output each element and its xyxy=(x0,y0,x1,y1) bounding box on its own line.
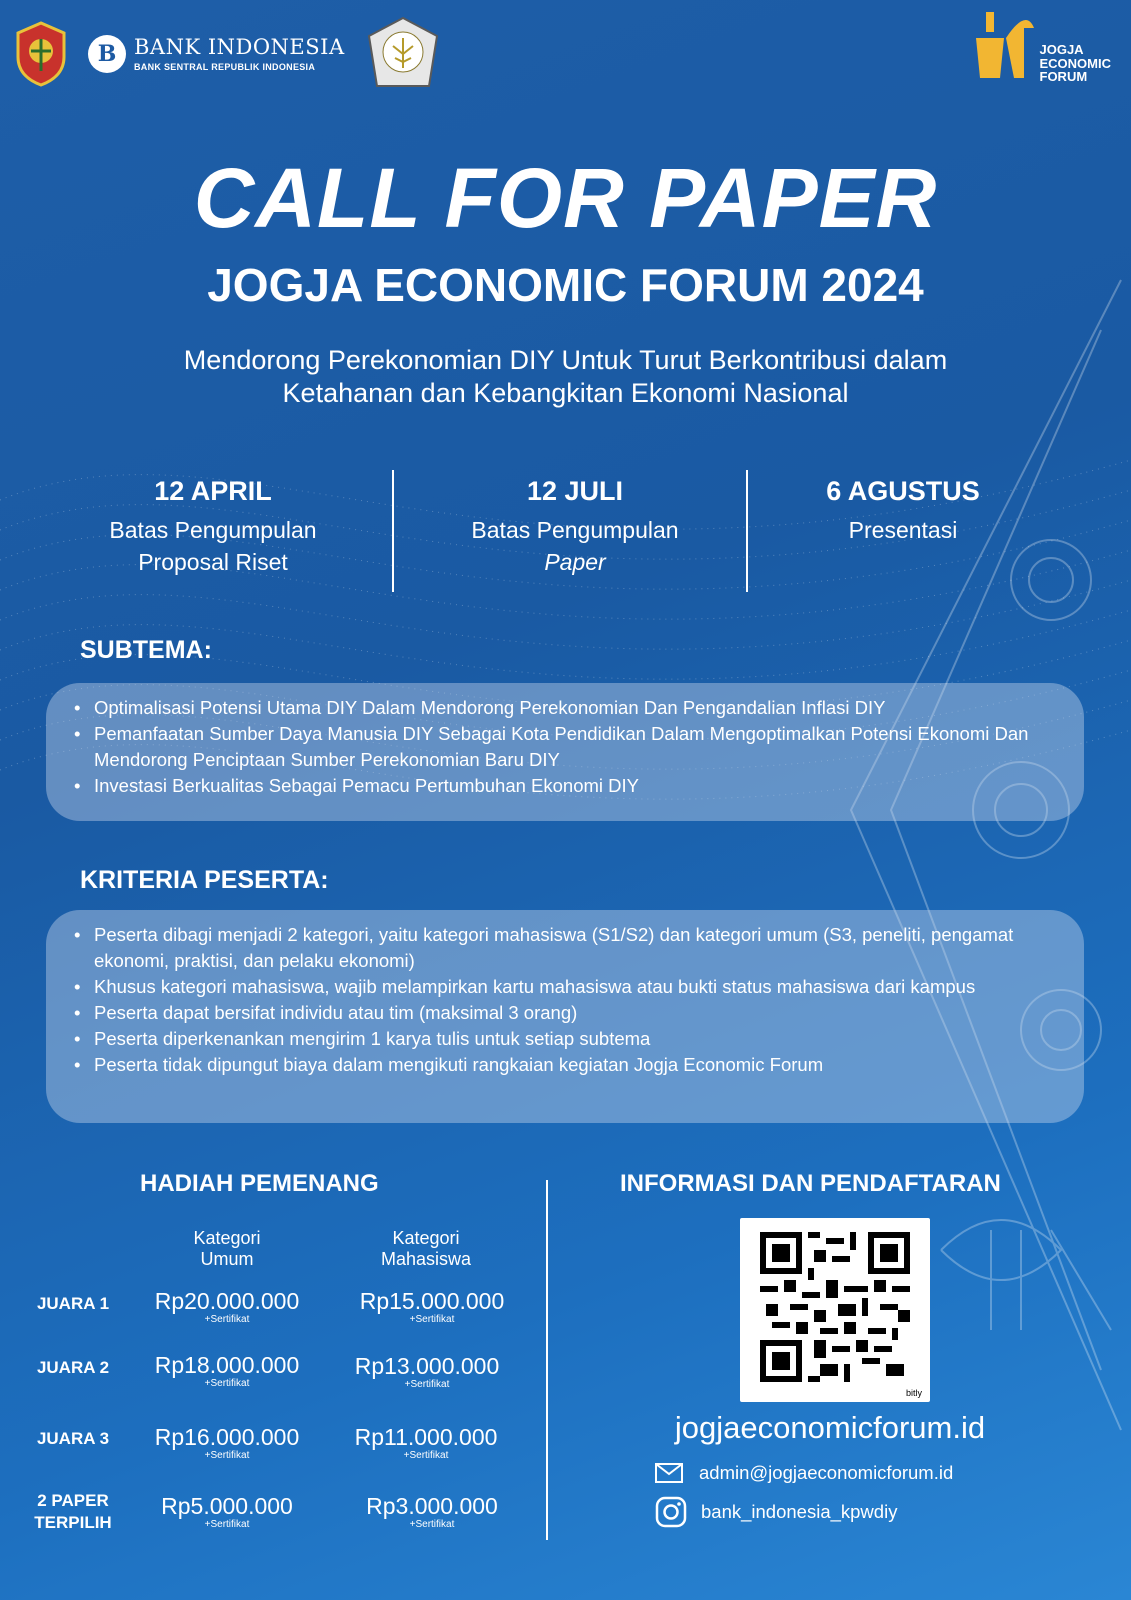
bi-subtitle: BANK SENTRAL REPUBLIK INDONESIA xyxy=(134,61,316,72)
diy-emblem-icon xyxy=(12,21,70,87)
timeline-desc: Presentasi xyxy=(848,517,958,543)
jogja-economic-forum-logo xyxy=(966,8,1112,88)
partner-logos xyxy=(12,14,443,94)
list-item: • Peserta tidak dipungut biaya dalam mengikuti rangkaian kegiatan Jogja Economic Forum xyxy=(94,1052,1044,1078)
prize-heading: HADIAH PEMENANG xyxy=(140,1170,379,1197)
prize-amount-mahasiswa: Rp11.000.000 +Sertifikat xyxy=(354,1424,498,1461)
instagram-handle: bank_indonesia_kpwdiy xyxy=(701,1501,898,1522)
timeline-date: 12 JULI xyxy=(526,476,624,506)
timeline-desc: Paper xyxy=(544,548,606,575)
main-title: CALL FOR PAPER xyxy=(193,151,938,245)
bi-name: BANK INDONESIA xyxy=(134,34,345,59)
kriteria-heading: KRITERIA PESERTA: xyxy=(80,866,329,894)
theme-tagline: Mendorong Perekonomian DIY Untuk Turut Berkontribusi dalam Ketahanan dan Kebangkitan Ekonomi Nasional xyxy=(183,345,948,408)
prize-amount-mahasiswa: Rp13.000.000 +Sertifikat xyxy=(354,1353,500,1390)
kriteria-box xyxy=(46,910,1084,1123)
qr-code-icon xyxy=(760,1232,910,1382)
instagram-icon xyxy=(655,1496,687,1528)
timeline-proposal xyxy=(73,476,353,578)
registration-qr-code[interactable] xyxy=(740,1218,930,1402)
email-address: admin@jogjaeconomicforum.id xyxy=(699,1462,954,1483)
envelope-icon xyxy=(655,1463,683,1483)
email-contact[interactable] xyxy=(655,1462,953,1484)
jef-monument-icon xyxy=(966,8,1036,88)
timeline-desc: Batas Pengumpulan xyxy=(471,517,679,543)
timeline-date: 6 AGUSTUS xyxy=(826,476,980,506)
timeline-divider xyxy=(746,470,748,592)
prize-amount-umum: Rp20.000.000 +Sertifikat xyxy=(154,1288,300,1325)
jef-wordmark: JOGJA ECONOMIC FORUM xyxy=(1039,42,1111,85)
website-link[interactable]: jogjaeconomicforum.id xyxy=(674,1410,986,1445)
timeline-divider xyxy=(392,470,394,592)
bi-monogram-icon: B xyxy=(88,35,126,73)
isei-logo-icon xyxy=(363,14,443,94)
prize-rank: JUARA 2 xyxy=(36,1358,110,1377)
list-item: • Khusus kategori mahasiswa, wajib melampirkan kartu mahasiswa atau bukti status mahasiswa dari kampus xyxy=(94,974,1044,1000)
list-item: • Investasi Berkualitas Sebagai Pemacu Pertumbuhan Ekonomi DIY xyxy=(94,773,1084,799)
prize-rank: JUARA 3 xyxy=(36,1429,110,1448)
list-item: • Optimalisasi Potensi Utama DIY Dalam Mendorong Perekonomian Dan Pengandalian Inflasi DIY xyxy=(94,695,1084,721)
timeline-presentation xyxy=(763,476,1043,547)
section-divider xyxy=(546,1180,548,1540)
bank-indonesia-logo xyxy=(88,35,345,73)
category-mahasiswa-header: Kategori Mahasiswa xyxy=(380,1228,472,1269)
subtema-heading: SUBTEMA: xyxy=(80,636,212,664)
timeline-desc: Proposal Riset xyxy=(138,548,288,575)
prize-amount-mahasiswa: Rp15.000.000 +Sertifikat xyxy=(359,1288,505,1325)
event-title: JOGJA ECONOMIC FORUM 2024 xyxy=(207,259,924,311)
qr-label: bitly xyxy=(905,1388,922,1398)
prize-amount-umum: Rp16.000.000 +Sertifikat xyxy=(154,1424,300,1461)
timeline-desc: Batas Pengumpulan xyxy=(109,517,317,543)
info-heading: INFORMASI DAN PENDAFTARAN xyxy=(620,1170,1001,1197)
category-umum-header: Kategori Umum xyxy=(193,1228,261,1269)
prize-amount-mahasiswa: Rp3.000.000 +Sertifikat xyxy=(366,1493,498,1530)
subtema-box xyxy=(46,683,1084,821)
instagram-contact[interactable] xyxy=(655,1496,897,1528)
prize-amount-umum: Rp5.000.000 +Sertifikat xyxy=(161,1493,293,1530)
list-item: • Peserta dibagi menjadi 2 kategori, yaitu kategori mahasiswa (S1/S2) dan kategori umum (S3, peneliti, pengamat ekonomi, praktisi, dan pelaku ekonomi) xyxy=(94,922,1044,974)
list-item: • Peserta diperkenankan mengirim 1 karya tulis untuk setiap subtema xyxy=(94,1026,1044,1052)
prize-amount-umum: Rp18.000.000 +Sertifikat xyxy=(154,1352,300,1389)
list-item: • Pemanfaatan Sumber Daya Manusia DIY Sebagai Kota Pendidikan Dalam Mengoptimalkan Potensi Ekonomi Dan Mendorong Penciptaan Sumber Perekonomian Baru DIY xyxy=(94,721,1084,773)
timeline-date: 12 APRIL xyxy=(154,476,272,506)
list-item: • Peserta dapat bersifat individu atau tim (maksimal 3 orang) xyxy=(94,1000,1044,1026)
prize-rank: 2 PAPER TERPILIH xyxy=(34,1491,112,1532)
timeline-paper xyxy=(435,476,715,578)
prize-rank: JUARA 1 xyxy=(36,1294,110,1313)
